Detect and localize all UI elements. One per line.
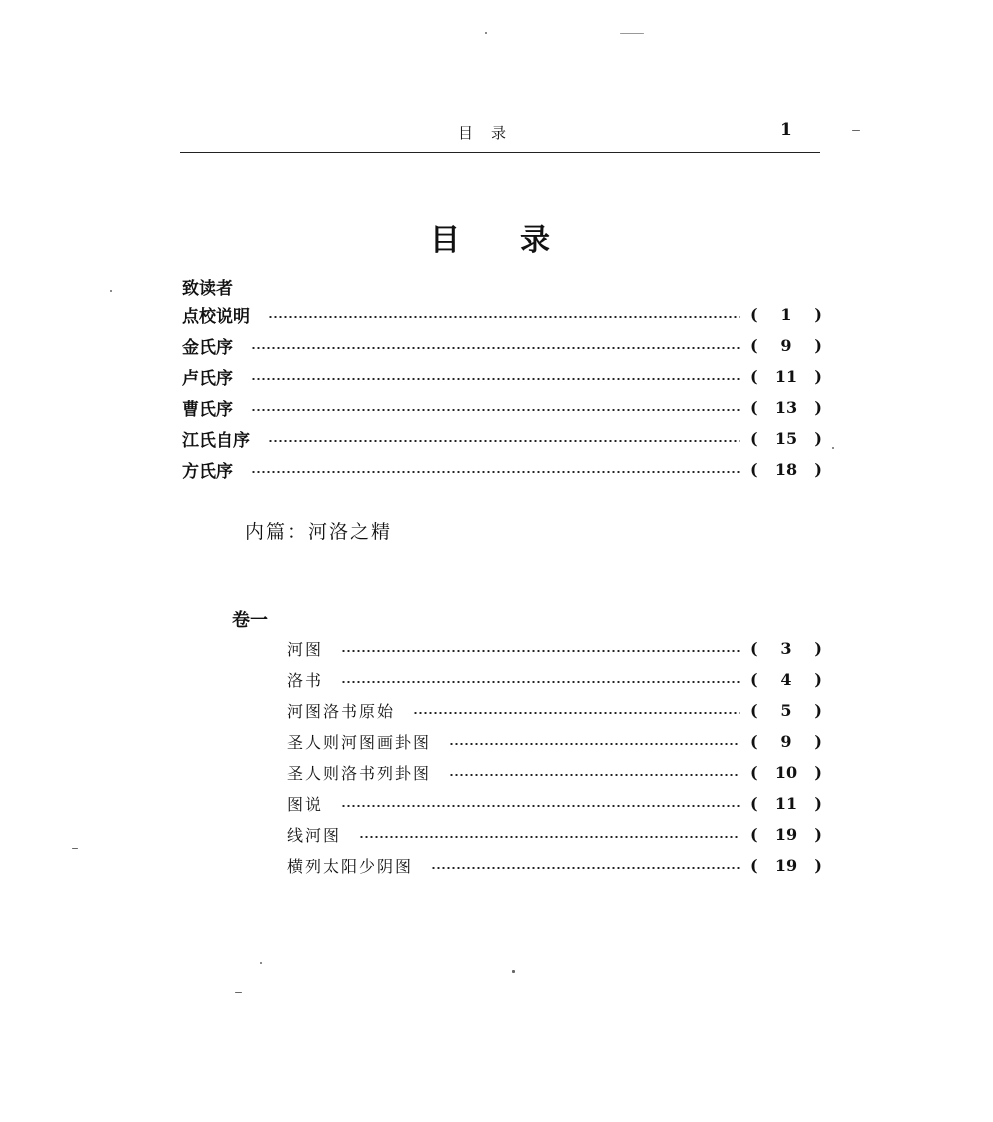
- toc-entry: [287, 820, 822, 848]
- page-ref-number: 9: [780, 731, 792, 751]
- toc-entry: [182, 300, 822, 328]
- scan-speck: [72, 848, 78, 849]
- paren-open: (: [750, 669, 758, 689]
- paren-close: ): [814, 304, 822, 324]
- toc-entry: [182, 424, 822, 452]
- paren-open: (: [750, 700, 758, 720]
- volume-title: 卷一: [232, 610, 268, 631]
- toc-entry: [182, 362, 822, 390]
- paren-close: ): [814, 762, 822, 782]
- paren-open: (: [750, 855, 758, 875]
- toc-entry-label: 方氏序: [182, 461, 233, 482]
- paren-close: ): [814, 428, 822, 448]
- dot-leader: [251, 347, 740, 349]
- paren-open: (: [750, 304, 758, 324]
- dot-leader: [268, 316, 740, 318]
- paren-close: ): [814, 366, 822, 386]
- paren-open: (: [750, 824, 758, 844]
- scan-speck: [620, 33, 644, 34]
- paren-close: ): [814, 855, 822, 875]
- paren-open: (: [750, 731, 758, 751]
- toc-entry-page: [750, 460, 822, 479]
- dot-leader: [341, 805, 740, 807]
- toc-entry-page: [750, 670, 822, 689]
- page-ref-number: 19: [774, 855, 798, 875]
- paren-open: (: [750, 428, 758, 448]
- dot-leader: [251, 471, 740, 473]
- toc-entry-label: 洛书: [287, 670, 324, 690]
- dot-leader: [431, 867, 740, 869]
- paren-close: ): [814, 638, 822, 658]
- page-ref-number: 19: [774, 824, 798, 844]
- toc-entry-label: 线河图: [287, 825, 342, 845]
- toc-plain-item: 致读者: [182, 279, 233, 299]
- toc-entry-label: 河图: [287, 639, 324, 659]
- toc-entry-page: [750, 639, 822, 658]
- paren-close: ): [814, 669, 822, 689]
- toc-entry-label: 点校说明: [182, 306, 250, 327]
- toc-entry-label: 金氏序: [182, 337, 233, 358]
- paren-close: ): [814, 731, 822, 751]
- scan-speck: [485, 32, 487, 34]
- paren-open: (: [750, 638, 758, 658]
- dot-leader: [341, 650, 740, 652]
- dot-leader: [359, 836, 740, 838]
- toc-entry-label: 图说: [287, 794, 324, 814]
- toc-entry-page: [750, 336, 822, 355]
- paren-close: ): [814, 335, 822, 355]
- page-ref-number: 18: [774, 459, 798, 479]
- page-title: [430, 215, 610, 259]
- page-title-right: 录: [520, 223, 610, 258]
- scan-speck: [852, 130, 860, 131]
- running-header-title-right: 录: [491, 124, 525, 142]
- paren-open: (: [750, 762, 758, 782]
- toc-entry: [287, 789, 822, 817]
- toc-entry: [287, 665, 822, 693]
- toc-entry-label: 横列太阳少阴图: [287, 856, 414, 876]
- dot-leader: [449, 774, 740, 776]
- toc-entry-label: 曹氏序: [182, 399, 233, 420]
- toc-entry-page: [750, 825, 822, 844]
- page-ref-number: 15: [774, 428, 798, 448]
- toc-entry-page: [750, 429, 822, 448]
- paren-open: (: [750, 459, 758, 479]
- page-ref-number: 11: [774, 366, 798, 386]
- page-ref-number: 11: [774, 793, 798, 813]
- toc-entry: [287, 696, 822, 724]
- scan-speck: [110, 290, 112, 292]
- toc-entry: [287, 851, 822, 879]
- toc-entry-label: 卢氏序: [182, 368, 233, 389]
- dot-leader: [341, 681, 740, 683]
- page-ref-number: 4: [780, 669, 792, 689]
- dot-leader: [251, 378, 740, 380]
- toc-entry-label: 江氏自序: [182, 430, 250, 451]
- paren-close: ): [814, 459, 822, 479]
- page-ref-number: 5: [780, 700, 792, 720]
- toc-entry-label: 河图洛书原始: [287, 701, 396, 721]
- paren-close: ): [814, 397, 822, 417]
- dot-leader: [449, 743, 740, 745]
- toc-entry: [182, 455, 822, 483]
- page-number: 1: [780, 120, 792, 140]
- page-ref-number: 13: [774, 397, 798, 417]
- section-title: 内篇：河洛之精: [245, 521, 393, 543]
- paren-open: (: [750, 397, 758, 417]
- page-ref-number: 9: [780, 335, 792, 355]
- toc-entry-page: [750, 856, 822, 875]
- toc-entry-page: [750, 305, 822, 324]
- dot-leader: [251, 409, 740, 411]
- paren-open: (: [750, 793, 758, 813]
- scan-speck: [512, 970, 515, 973]
- toc-entry-page: [750, 367, 822, 386]
- scan-speck: [235, 992, 242, 993]
- paren-close: ): [814, 793, 822, 813]
- paren-close: ): [814, 700, 822, 720]
- toc-entry-page: [750, 794, 822, 813]
- page-ref-number: 1: [780, 304, 792, 324]
- running-header-title: [458, 122, 578, 143]
- toc-entry-page: [750, 732, 822, 751]
- toc-entry: [287, 727, 822, 755]
- toc-entry: [182, 331, 822, 359]
- toc-entry-label: 圣人则河图画卦图: [287, 732, 432, 752]
- toc-entry: [287, 758, 822, 786]
- page-ref-number: 3: [780, 638, 792, 658]
- paren-close: ): [814, 824, 822, 844]
- paren-open: (: [750, 335, 758, 355]
- running-header-title-left: 目: [458, 124, 492, 142]
- scan-speck: [832, 447, 834, 449]
- toc-entry-page: [750, 398, 822, 417]
- toc-entry-page: [750, 763, 822, 782]
- dot-leader: [268, 440, 740, 442]
- paren-open: (: [750, 366, 758, 386]
- toc-entry-page: [750, 701, 822, 720]
- toc-entry-label: 圣人则洛书列卦图: [287, 763, 432, 783]
- scan-speck: [260, 962, 262, 964]
- toc-entry: [287, 634, 822, 662]
- toc-entry: [182, 393, 822, 421]
- page-title-left: 目: [430, 223, 520, 258]
- page-ref-number: 10: [774, 762, 798, 782]
- dot-leader: [413, 712, 740, 714]
